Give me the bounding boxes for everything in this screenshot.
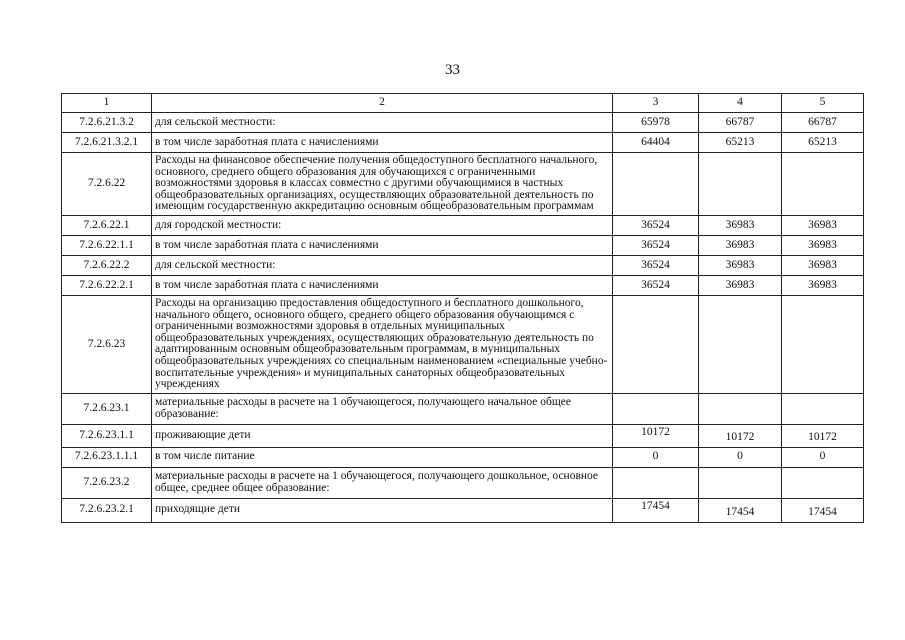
row-value-col4: 10172 bbox=[699, 424, 782, 447]
table-header-row bbox=[62, 94, 864, 113]
table-row bbox=[62, 255, 864, 275]
row-description: материальные расходы в расчете на 1 обучающегося, получающего начальное общее образование: bbox=[152, 393, 613, 424]
table-row bbox=[62, 275, 864, 295]
table-row bbox=[62, 393, 864, 424]
row-description: для сельской местности: bbox=[152, 113, 613, 133]
page-number: 33 bbox=[445, 62, 460, 78]
table-row bbox=[62, 498, 864, 522]
table-row bbox=[62, 235, 864, 255]
row-value-col5 bbox=[782, 467, 864, 498]
row-value-col3 bbox=[613, 153, 699, 216]
row-value-col3: 36524 bbox=[613, 235, 699, 255]
row-code: 7.2.6.21.3.2 bbox=[62, 113, 152, 133]
table-row bbox=[62, 447, 864, 467]
column-header: 3 bbox=[613, 94, 699, 113]
row-value-col5: 65213 bbox=[782, 133, 864, 153]
row-value-col3: 65978 bbox=[613, 113, 699, 133]
row-value-col5 bbox=[782, 393, 864, 424]
row-value-col4: 36983 bbox=[699, 235, 782, 255]
row-value-col4 bbox=[699, 393, 782, 424]
row-value-col5: 36983 bbox=[782, 255, 864, 275]
column-header: 5 bbox=[782, 94, 864, 113]
row-value-col3: 17454 bbox=[613, 498, 699, 522]
column-header: 1 bbox=[62, 94, 152, 113]
row-code: 7.2.6.21.3.2.1 bbox=[62, 133, 152, 153]
row-description: Расходы на финансовое обеспечение получения общедоступного бесплатного начального, основного, среднего общего образования для обучающихся с ограниченными возможностями здоровья в классах совместно с другими обучающимися в частных общеобразовательных организациях, осуществляющих образовательной деятельность по имеющим государственную аккредитацию основным общеобразовательным программам bbox=[152, 153, 613, 216]
row-code: 7.2.6.22 bbox=[62, 153, 152, 216]
row-description: проживающие дети bbox=[152, 424, 613, 447]
row-description: для городской местности: bbox=[152, 215, 613, 235]
row-value-col3: 36524 bbox=[613, 215, 699, 235]
table-row bbox=[62, 424, 864, 447]
table-row bbox=[62, 113, 864, 133]
row-value-col4 bbox=[699, 467, 782, 498]
row-value-col5: 10172 bbox=[782, 424, 864, 447]
row-code: 7.2.6.22.1.1 bbox=[62, 235, 152, 255]
row-description: приходящие дети bbox=[152, 498, 613, 522]
row-description: для сельской местности: bbox=[152, 255, 613, 275]
row-code: 7.2.6.23.2.1 bbox=[62, 498, 152, 522]
row-value-col5: 36983 bbox=[782, 235, 864, 255]
column-header: 2 bbox=[152, 94, 613, 113]
row-description: Расходы на организацию предоставления общедоступного и бесплатного дошкольного, начального общего, основного общего, среднего общего образования обучающимся с ограниченными возможностями здоровья в отдельных муниципальных общеобразовательных учреждениях, осуществляющих образовательную деятельность по адаптированным основным общеобразовательным программам, в муниципальных общеобразовательных учреждениях со специальным наименованием «специальные учебно-воспитательные учреждения» и муниципальных санаторных общеобразовательных учреждениях bbox=[152, 295, 613, 393]
table-row bbox=[62, 153, 864, 216]
row-code: 7.2.6.23.1 bbox=[62, 393, 152, 424]
row-code: 7.2.6.22.2.1 bbox=[62, 275, 152, 295]
budget-table bbox=[61, 93, 864, 523]
row-code: 7.2.6.22.1 bbox=[62, 215, 152, 235]
row-description: в том числе заработная плата с начислениями bbox=[152, 133, 613, 153]
row-value-col5 bbox=[782, 295, 864, 393]
row-description: материальные расходы в расчете на 1 обучающегося, получающего дошкольное, основное общее, среднее общее образование: bbox=[152, 467, 613, 498]
table-row bbox=[62, 215, 864, 235]
row-value-col3: 64404 bbox=[613, 133, 699, 153]
row-code: 7.2.6.23.1.1 bbox=[62, 424, 152, 447]
row-value-col5: 36983 bbox=[782, 215, 864, 235]
row-value-col4 bbox=[699, 295, 782, 393]
row-value-col5: 0 bbox=[782, 447, 864, 467]
row-value-col4 bbox=[699, 153, 782, 216]
row-value-col4: 65213 bbox=[699, 133, 782, 153]
row-value-col3: 36524 bbox=[613, 255, 699, 275]
table-row bbox=[62, 133, 864, 153]
row-value-col5 bbox=[782, 153, 864, 216]
row-value-col3: 0 bbox=[613, 447, 699, 467]
row-code: 7.2.6.23 bbox=[62, 295, 152, 393]
row-value-col4: 36983 bbox=[699, 215, 782, 235]
row-value-col3 bbox=[613, 393, 699, 424]
row-value-col5: 36983 bbox=[782, 275, 864, 295]
row-value-col3 bbox=[613, 295, 699, 393]
row-value-col3: 10172 bbox=[613, 424, 699, 447]
row-value-col3: 36524 bbox=[613, 275, 699, 295]
row-description: в том числе заработная плата с начислениями bbox=[152, 235, 613, 255]
row-code: 7.2.6.23.2 bbox=[62, 467, 152, 498]
row-value-col4: 0 bbox=[699, 447, 782, 467]
table-row bbox=[62, 467, 864, 498]
table-row bbox=[62, 295, 864, 393]
row-value-col5: 17454 bbox=[782, 498, 864, 522]
row-description: в том числе заработная плата с начислениями bbox=[152, 275, 613, 295]
row-description: в том числе питание bbox=[152, 447, 613, 467]
row-value-col5: 66787 bbox=[782, 113, 864, 133]
row-value-col4: 66787 bbox=[699, 113, 782, 133]
row-value-col3 bbox=[613, 467, 699, 498]
column-header: 4 bbox=[699, 94, 782, 113]
row-code: 7.2.6.22.2 bbox=[62, 255, 152, 275]
row-value-col4: 36983 bbox=[699, 255, 782, 275]
row-code: 7.2.6.23.1.1.1 bbox=[62, 447, 152, 467]
row-value-col4: 17454 bbox=[699, 498, 782, 522]
row-value-col4: 36983 bbox=[699, 275, 782, 295]
